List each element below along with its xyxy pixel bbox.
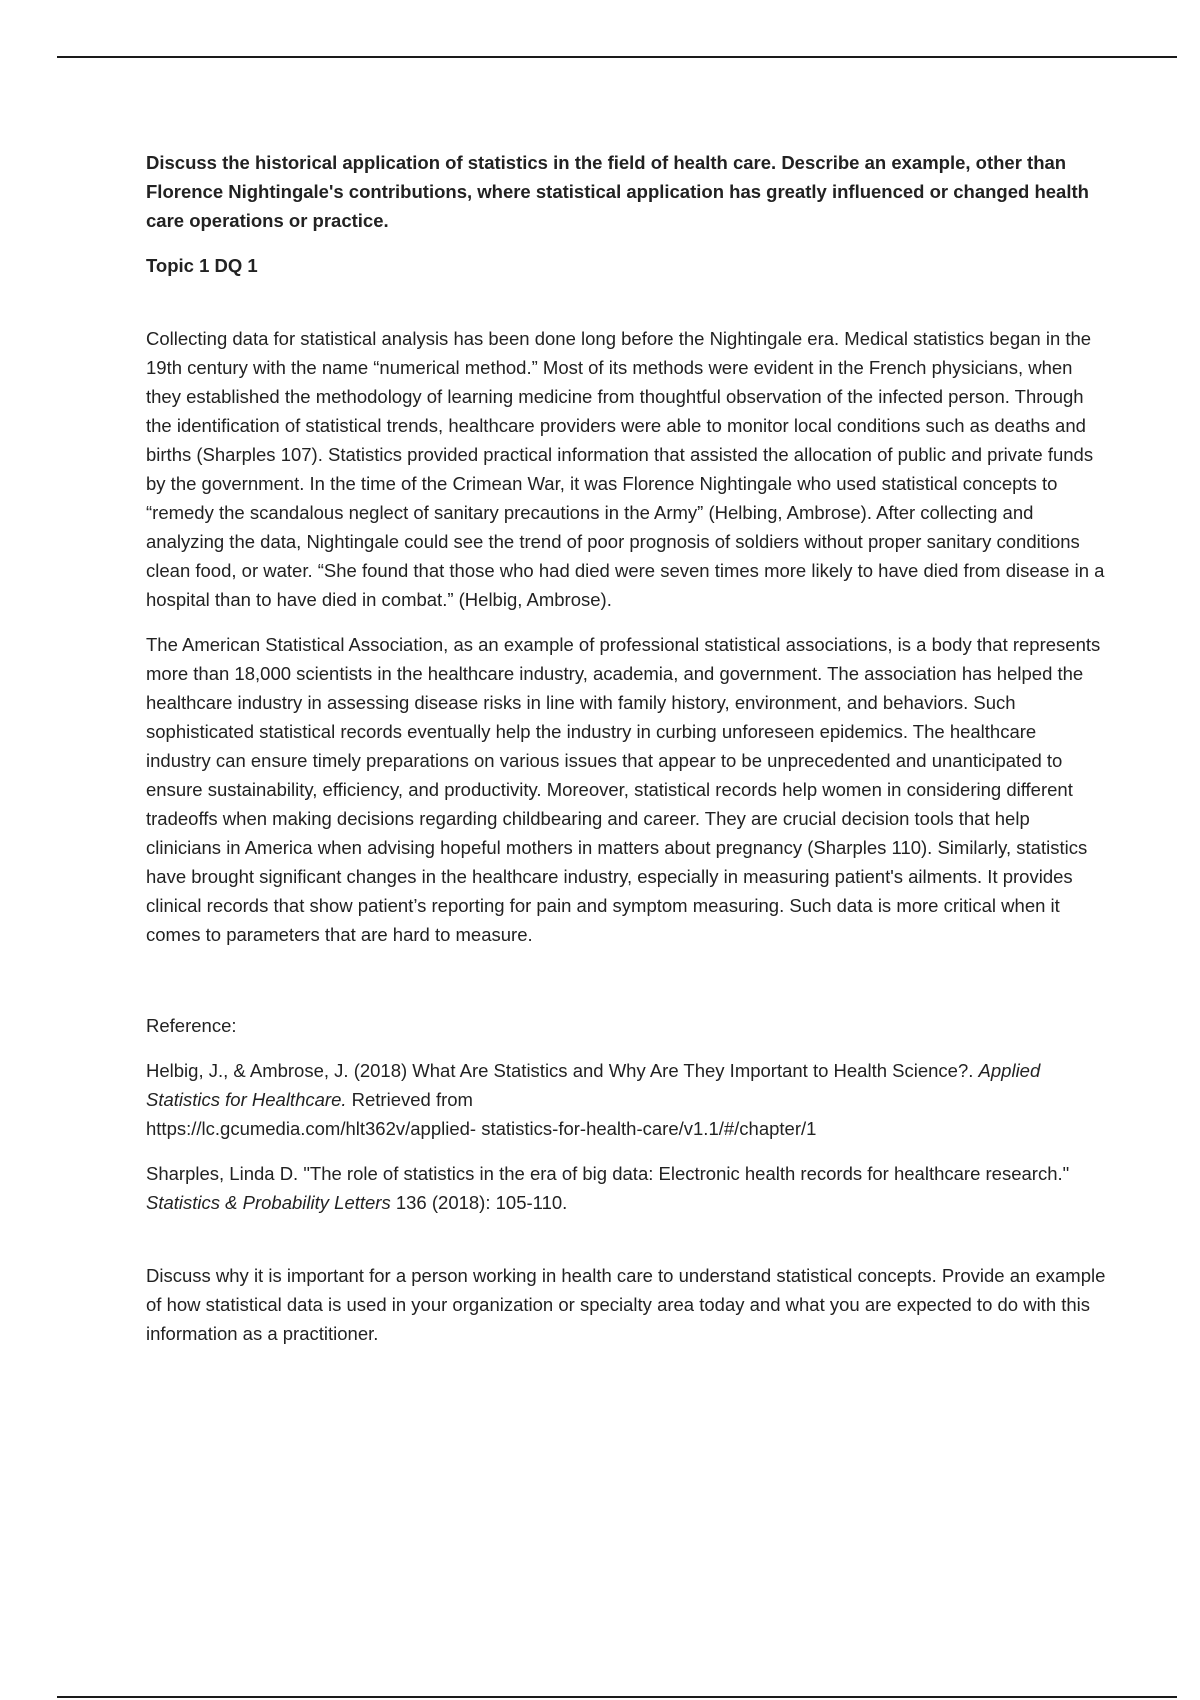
reference-entry [146,1159,1106,1217]
reference-entry [146,1056,1106,1143]
body-paragraph: Collecting data for statistical analysis has been done long before the Nightingale era. Medical statistics began in the 19th century with the name “numerical method.” Most of its methods were evident in the French physicians, when they established the methodology of learning medicine from thoughtful observation of the infected person. Through the identification of statistical trends, healthcare providers were able to monitor local conditions such as deaths and births (Sharples 107). Statistics provided practical information that assisted the allocation of public and private funds by the government. In the time of the Crimean War, it was Florence Nightingale who used statistical concepts to “remedy the scandalous neglect of sanitary precautions in the Army” (Helbing, Ambrose). After collecting and analyzing the data, Nightingale could see the trend of poor prognosis of soldiers without proper sanitary conditions clean food, or water. “She found that those who had died were seven times more likely to have died from disease in a hospital than to have died in combat.” (Helbig, Ambrose). [146,328,1105,610]
body-paragraph: The American Statistical Association, as an example of professional statistical associations, is a body that represents more than 18,000 scientists in the healthcare industry, academia, and government. The association has helped the healthcare industry in assessing disease risks in line with family history, environment, and behaviors. Such sophisticated statistical records eventually help the industry in curbing unforeseen epidemics. The healthcare industry can ensure timely preparations on various issues that appear to be unprecedented and unanticipated to ensure sustainability, efficiency, and productivity. Moreover, statistical records help women in considering different tradeoffs when making decisions regarding childbearing and career. They are crucial decision tools that help clinicians in America when advising hopeful mothers in matters about pregnancy (Sharples 110). Similarly, statistics have brought significant changes in the healthcare industry, especially in measuring patient's ailments. It provides clinical records that show patient’s reporting for pain and symptom measuring. Such data is more critical when it comes to parameters that are hard to measure. [146,634,1101,945]
topic-label: Topic 1 DQ 1 [146,255,258,276]
question-heading: Discuss the historical application of statistics in the field of health care. Describe an example, other than Florence Nightingale's contributions, where statistical application has greatly influenced or changed health care operations or practice. [146,152,1089,231]
top-rule [57,56,1177,58]
closing-question: Discuss why it is important for a person working in health care to understand statistical concepts. Provide an example of how statistical data is used in your organization or specialty area today and what you are expected to do with this information as a practitioner. [146,1265,1106,1344]
bottom-rule [57,1696,1177,1698]
reference-text: Helbig, J., & Ambrose, J. (2018) What Are Statistics and Why Are They Important to Health Science?. [146,1060,979,1081]
reference-title: Statistics & Probability Letters [146,1192,391,1213]
reference-text: 136 (2018): 105-110. [390,1192,568,1213]
reference-heading: Reference: [146,1015,237,1036]
reference-url: https://lc.gcumedia.com/hlt362v/applied- statistics-for-health-care/v1.1/#/chapter/1 [146,1118,817,1139]
document-page [146,148,1106,1348]
reference-text: Retrieved from [346,1089,473,1110]
reference-title: Applied Statistics for Healthcare. [146,1060,1041,1110]
reference-text: Sharples, Linda D. "The role of statistics in the era of big data: Electronic health records for healthcare research." [146,1163,1070,1184]
